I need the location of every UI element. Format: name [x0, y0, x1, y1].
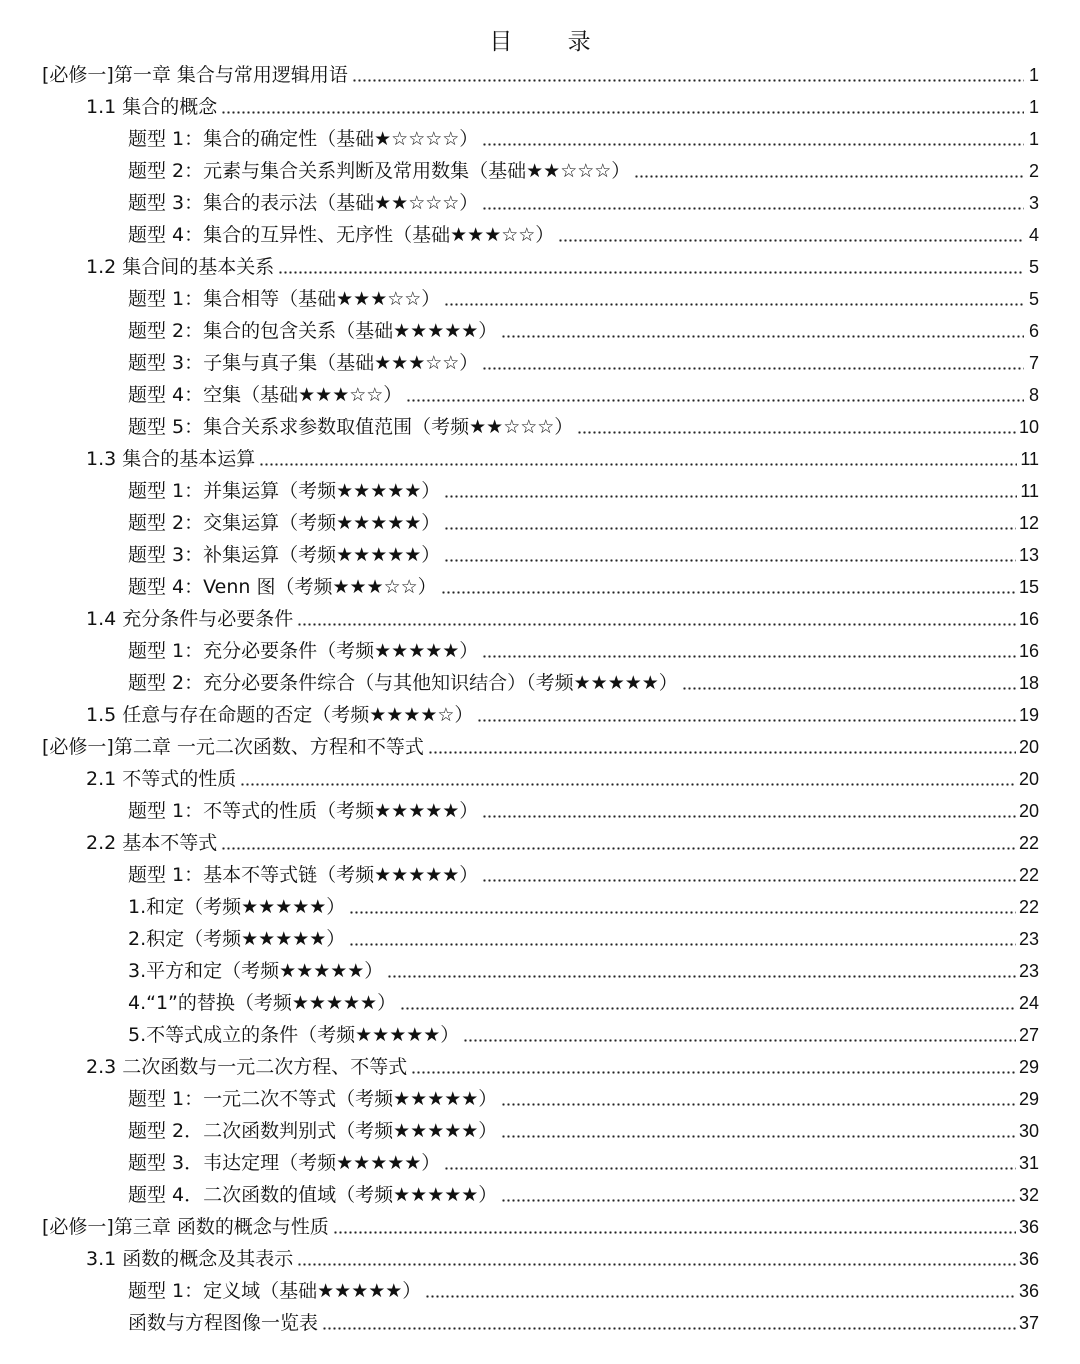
toc-entry[interactable] [128, 1178, 1039, 1208]
toc-entry[interactable] [128, 922, 1039, 952]
dot-leader [441, 591, 1016, 594]
toc-entry-page-number: 23 [1018, 929, 1039, 949]
toc-entry-page-number: 15 [1018, 577, 1039, 597]
dot-leader [425, 1295, 1016, 1298]
toc-entry-title: 题型 1：并集运算（考频★★★★★） [128, 480, 441, 502]
toc-entry-title: 题型 1：基本不等式链（考频★★★★★） [128, 864, 479, 886]
toc-entry-title: 函数与方程图像一览表 [128, 1312, 319, 1334]
toc-entry-title: 题型 2．二次函数判别式（考频★★★★★） [128, 1120, 498, 1142]
toc-entry-title: 2.3 二次函数与一元二次方程、不等式 [86, 1056, 408, 1078]
toc-entry-title: 题型 1：定义域（基础★★★★★） [128, 1280, 422, 1302]
dot-leader [406, 399, 1024, 402]
toc-entry-page-number: 36 [1018, 1217, 1039, 1237]
toc-entry-title: 3.1 函数的概念及其表示 [86, 1248, 294, 1270]
toc-entry[interactable] [128, 122, 1039, 152]
toc-entry-title: 1.5 任意与存在命题的否定（考频★★★★☆） [86, 704, 474, 726]
toc-entry[interactable] [86, 90, 1039, 120]
toc-entry-title: 题型 4．二次函数的值域（考频★★★★★） [128, 1184, 498, 1206]
toc-entry-page-number: 11 [1020, 449, 1039, 469]
dot-leader [682, 687, 1016, 690]
toc-entry-title: 2.2 基本不等式 [86, 832, 218, 854]
toc-entry[interactable] [86, 826, 1039, 856]
dot-leader [400, 1007, 1016, 1010]
dot-leader [278, 271, 1024, 274]
dot-leader [333, 1231, 1016, 1234]
toc-entry-title: 1.4 充分条件与必要条件 [86, 608, 294, 630]
toc-entry-page-number: 1 [1028, 129, 1039, 149]
dot-leader [221, 111, 1024, 114]
toc-entry-page-number: 24 [1018, 993, 1039, 1013]
toc-entry-page-number: 22 [1018, 833, 1039, 853]
toc-entry-title: 题型 1：充分必要条件（考频★★★★★） [128, 640, 479, 662]
toc-entry-title: 题型 1：集合相等（基础★★★☆☆） [128, 288, 441, 310]
toc-entry-title: 2.1 不等式的性质 [86, 768, 237, 790]
toc-entry[interactable] [128, 634, 1039, 664]
toc-entry[interactable] [128, 1114, 1039, 1144]
toc-entry-page-number: 11 [1020, 481, 1039, 501]
toc-entry-title: 题型 3：子集与真子集（基础★★★☆☆） [128, 352, 479, 374]
toc-entry-page-number: 30 [1018, 1121, 1039, 1141]
dot-leader [501, 1135, 1016, 1138]
toc-entry-page-number: 10 [1018, 417, 1039, 437]
toc-entry-page-number: 16 [1018, 641, 1039, 661]
toc-entry-title: 1.3 集合的基本运算 [86, 448, 256, 470]
toc-entry[interactable] [128, 1146, 1039, 1176]
toc-entry-title: 题型 2：元素与集合关系判断及常用数集（基础★★☆☆☆） [128, 160, 631, 182]
dot-leader [482, 815, 1016, 818]
toc-entry[interactable] [128, 378, 1039, 408]
toc-entry-page-number: 4 [1028, 225, 1039, 245]
dot-leader [558, 239, 1024, 242]
toc-entry-page-number: 5 [1028, 257, 1039, 277]
toc-entry-title: 5.不等式成立的条件（考频★★★★★） [128, 1024, 460, 1046]
toc-entry-page-number: 6 [1028, 321, 1039, 341]
toc-entry[interactable] [128, 474, 1039, 504]
toc-entry-page-number: 22 [1018, 865, 1039, 885]
toc-entry[interactable] [86, 602, 1039, 632]
toc-entry[interactable] [42, 58, 1039, 88]
toc-entry[interactable] [128, 1306, 1039, 1336]
toc-entry-page-number: 36 [1018, 1281, 1039, 1301]
dot-leader [482, 655, 1016, 658]
dot-leader [482, 879, 1016, 882]
dot-leader [297, 623, 1016, 626]
toc-entry-title: 4.“1”的替换（考频★★★★★） [128, 992, 397, 1014]
dot-leader [428, 751, 1016, 754]
toc-entry-title: 1.2 集合间的基本关系 [86, 256, 275, 278]
toc-entry[interactable] [86, 250, 1039, 280]
dot-leader [297, 1263, 1016, 1266]
toc-entry-title: 题型 5：集合关系求参数取值范围（考频★★☆☆☆） [128, 416, 574, 438]
toc-entry[interactable] [128, 986, 1039, 1016]
toc-entry[interactable] [42, 730, 1039, 760]
dot-leader [634, 175, 1024, 178]
toc-entry[interactable] [128, 570, 1039, 600]
toc-entry[interactable] [86, 698, 1039, 728]
dot-leader [259, 463, 1017, 466]
toc-entry-page-number: 23 [1018, 961, 1039, 981]
toc-entry-title: 2.积定（考频★★★★★） [128, 928, 346, 950]
toc-entry-page-number: 20 [1018, 801, 1039, 821]
toc-entry[interactable] [42, 1210, 1039, 1240]
toc-entry-page-number: 3 [1028, 193, 1039, 213]
page-title: 目 录 [489, 29, 615, 55]
toc-entry[interactable] [128, 858, 1039, 888]
toc-entry[interactable] [128, 346, 1039, 376]
toc-entry-page-number: 32 [1018, 1185, 1039, 1205]
dot-leader [463, 1039, 1016, 1042]
toc-entry-page-number: 31 [1018, 1153, 1039, 1173]
dot-leader [387, 975, 1016, 978]
toc-entry[interactable] [128, 282, 1039, 312]
dot-leader [349, 911, 1016, 914]
toc-entry-page-number: 22 [1018, 897, 1039, 917]
toc-entry-title: 题型 1：一元二次不等式（考频★★★★★） [128, 1088, 498, 1110]
toc-entry[interactable] [128, 410, 1039, 440]
dot-leader [240, 783, 1016, 786]
toc-entry-title: 1.1 集合的概念 [86, 96, 218, 118]
toc-entry-page-number: 36 [1018, 1249, 1039, 1269]
toc-entry[interactable] [128, 666, 1039, 696]
toc-entry-page-number: 18 [1018, 673, 1039, 693]
toc-entry[interactable] [128, 890, 1039, 920]
toc-entry-title: 3.平方和定（考频★★★★★） [128, 960, 384, 982]
toc-entry-title: 题型 1：不等式的性质（考频★★★★★） [128, 800, 479, 822]
toc-entry-page-number: 16 [1018, 609, 1039, 629]
toc-entry-title: 题型 2：交集运算（考频★★★★★） [128, 512, 441, 534]
toc-entry-title: [必修一]第一章 集合与常用逻辑用语 [42, 64, 348, 86]
toc-entry[interactable] [128, 218, 1039, 248]
toc-entry[interactable] [128, 954, 1039, 984]
toc-entry[interactable] [86, 1242, 1039, 1272]
toc-entry[interactable] [86, 762, 1039, 792]
toc-entry-page-number: 29 [1018, 1057, 1039, 1077]
dot-leader [411, 1071, 1016, 1074]
toc-entry-title: 题型 3：集合的表示法（基础★★☆☆☆） [128, 192, 479, 214]
dot-leader [444, 303, 1024, 306]
dot-leader [482, 367, 1024, 370]
dot-leader [352, 79, 1024, 82]
dot-leader [444, 559, 1016, 562]
dot-leader [501, 1103, 1016, 1106]
toc-entry-page-number: 19 [1018, 705, 1039, 725]
dot-leader [477, 719, 1016, 722]
toc-entry-page-number: 5 [1028, 289, 1039, 309]
dot-leader [322, 1327, 1016, 1330]
dot-leader [444, 495, 1017, 498]
dot-leader [221, 847, 1016, 850]
toc-entry-page-number: 20 [1018, 769, 1039, 789]
dot-leader [482, 207, 1024, 210]
toc-entry-page-number: 37 [1018, 1313, 1039, 1333]
toc-entry[interactable] [128, 186, 1039, 216]
toc-entry-title: [必修一]第二章 一元二次函数、方程和不等式 [42, 736, 424, 758]
toc-entry[interactable] [128, 314, 1039, 344]
toc-entry-page-number: 20 [1018, 737, 1039, 757]
toc-entry-title: 题型 4：空集（基础★★★☆☆） [128, 384, 403, 406]
toc-entry-title: [必修一]第三章 函数的概念与性质 [42, 1216, 329, 1238]
dot-leader [444, 1167, 1016, 1170]
toc-entry[interactable] [128, 1274, 1039, 1304]
dot-leader [482, 143, 1024, 146]
toc-entry[interactable] [86, 442, 1039, 472]
dot-leader [349, 943, 1016, 946]
toc-entry-page-number: 29 [1018, 1089, 1039, 1109]
toc-entry-title: 题型 2：集合的包含关系（基础★★★★★） [128, 320, 498, 342]
toc-entry-page-number: 1 [1028, 97, 1039, 117]
toc-entry-page-number: 13 [1018, 545, 1039, 565]
toc-entry-page-number: 12 [1018, 513, 1039, 533]
toc-entry-title: 题型 3：补集运算（考频★★★★★） [128, 544, 441, 566]
toc-entry-page-number: 8 [1028, 385, 1039, 405]
toc-entry-title: 题型 4：集合的互异性、无序性（基础★★★☆☆） [128, 224, 555, 246]
toc-entry-page-number: 7 [1028, 353, 1039, 373]
dot-leader [444, 527, 1016, 530]
toc-entry-page-number: 1 [1028, 65, 1039, 85]
toc-entry-title: 题型 2：充分必要条件综合（与其他知识结合）（考频★★★★★） [128, 672, 678, 694]
toc-entry[interactable] [128, 1018, 1039, 1048]
dot-leader [577, 431, 1016, 434]
toc-entry[interactable] [128, 1082, 1039, 1112]
toc-entry-title: 题型 4：Venn 图（考频★★★☆☆） [128, 576, 437, 598]
toc-entry[interactable] [128, 538, 1039, 568]
toc-entry[interactable] [128, 154, 1039, 184]
dot-leader [501, 1199, 1016, 1202]
toc-entry[interactable] [128, 506, 1039, 536]
toc-entry-page-number: 27 [1018, 1025, 1039, 1045]
toc-entry-page-number: 2 [1028, 161, 1039, 181]
toc-entry[interactable] [86, 1050, 1039, 1080]
dot-leader [501, 335, 1024, 338]
toc-entry-title: 题型 1：集合的确定性（基础★☆☆☆☆） [128, 128, 479, 150]
toc-entry-title: 1.和定（考频★★★★★） [128, 896, 346, 918]
toc-entry[interactable] [128, 794, 1039, 824]
toc-entry-title: 题型 3．韦达定理（考频★★★★★） [128, 1152, 441, 1174]
